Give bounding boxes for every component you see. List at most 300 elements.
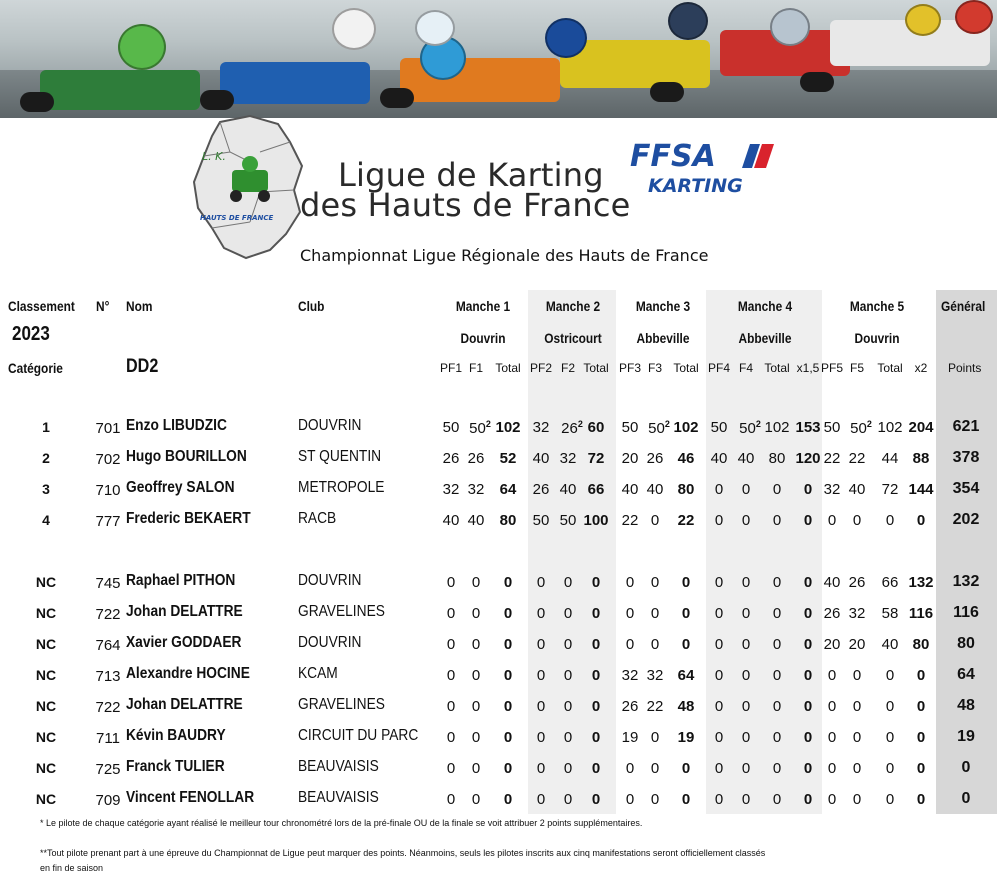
score-cell: 0 [885, 760, 895, 777]
score-cell: 40 [532, 450, 550, 467]
score-cell: 0 [563, 605, 573, 622]
score-cell: 32 [467, 481, 485, 498]
score-cell: 40 [621, 481, 639, 498]
driver-club: GRAVELINES [298, 603, 385, 620]
score-cell: 52 [499, 450, 517, 467]
score-cell: 0 [503, 574, 513, 591]
manche-venue: Abbeville [636, 330, 690, 346]
score-cell: 0 [536, 605, 546, 622]
score-cell: 0 [714, 791, 724, 808]
score-cell: 0 [681, 636, 691, 653]
score-cell: 120 [795, 450, 821, 467]
score-cell: 0 [714, 667, 724, 684]
score-cell: 0 [885, 512, 895, 529]
score-cell: 0 [625, 636, 635, 653]
score-cell: 0 [803, 481, 813, 498]
score-cell: 0 [503, 636, 513, 653]
score-cell: 0 [446, 791, 456, 808]
score-cell: 0 [591, 760, 601, 777]
score-cell: 32 [442, 481, 460, 498]
score-cell: 0 [503, 791, 513, 808]
hauts-de-france-map-icon [190, 112, 308, 262]
wheel [380, 88, 414, 108]
score-cell: 50 [823, 419, 841, 436]
driver-name: Kévin BAUDRY [126, 727, 226, 744]
score-cell: 0 [741, 729, 751, 746]
score-cell: 0 [446, 698, 456, 715]
score-cell: 32 [621, 667, 639, 684]
score-cell: 0 [625, 605, 635, 622]
helmet-white [332, 8, 376, 50]
score-cell: 0 [741, 698, 751, 715]
score-cell: 0 [650, 760, 660, 777]
score-cell: 0 [503, 605, 513, 622]
svg-text:HAUTS DE FRANCE: HAUTS DE FRANCE [200, 214, 274, 222]
score-cell: 0 [471, 791, 481, 808]
score-cell: 0 [916, 698, 926, 715]
year-label: 2023 [12, 323, 50, 345]
score-cell: 0 [625, 760, 635, 777]
score-cell: 80 [768, 450, 786, 467]
driver-club: DOUVRIN [298, 634, 362, 651]
score-cell: 26 [621, 698, 639, 715]
score-cell: 80 [677, 481, 695, 498]
driver-number: 713 [95, 668, 121, 685]
score-cell: 32 [848, 605, 866, 622]
score-cell: 40 [823, 574, 841, 591]
score-cell: 0 [446, 760, 456, 777]
score-cell: 0 [827, 760, 837, 777]
driver-club: CIRCUIT DU PARC [298, 727, 419, 744]
driver-name: Hugo BOURILLON [126, 448, 247, 465]
score-cell: 0 [503, 667, 513, 684]
footnote-1: * Le pilote de chaque catégorie ayant réalisé le meilleur tour chronométré lors de la pré-finale OU de la finale se voit attribuer 2 points supplémentaires. [40, 818, 643, 828]
score-cell: 100 [583, 512, 609, 529]
score-cell: 50 [532, 512, 550, 529]
score-cell: 0 [741, 636, 751, 653]
score-cell: 0 [471, 574, 481, 591]
best-lap-bonus-marker: 2 [577, 419, 583, 429]
best-lap-bonus-marker: 2 [866, 419, 872, 429]
manche-column-label: F4 [738, 361, 753, 375]
driver-club: RACB [298, 510, 337, 527]
championship-subtitle: Championnat Ligue Régionale des Hauts de France [300, 246, 709, 265]
score-cell: 58 [881, 605, 899, 622]
score-cell: 0 [625, 574, 635, 591]
rank-cell: NC [35, 760, 57, 776]
score-cell: 0 [741, 605, 751, 622]
score-cell: $50^2$ [850, 419, 872, 437]
total-points: 0 [961, 759, 971, 776]
score-cell: 0 [446, 729, 456, 746]
score-cell: 0 [741, 667, 751, 684]
score-cell: 102 [673, 419, 699, 436]
score-cell: 26 [532, 481, 550, 498]
score-cell: 26 [467, 450, 485, 467]
manche-column-label: F3 [647, 361, 662, 375]
score-cell: 32 [559, 450, 577, 467]
score-cell: $50^2$ [739, 419, 761, 437]
score-cell: 102 [495, 419, 521, 436]
score-cell: 0 [563, 760, 573, 777]
driver-number: 745 [95, 575, 121, 592]
best-lap-bonus-marker: 2 [664, 419, 670, 429]
score-cell: 40 [848, 481, 866, 498]
score-cell: 50 [442, 419, 460, 436]
score-cell: 0 [885, 667, 895, 684]
score-cell: 0 [852, 760, 862, 777]
score-cell: 0 [591, 729, 601, 746]
driver-name: Johan DELATTRE [126, 696, 243, 713]
total-points: 116 [953, 604, 979, 621]
ffsa-karting-logo [628, 140, 778, 196]
driver-club: ST QUENTIN [298, 448, 382, 465]
total-points: 621 [952, 418, 980, 435]
driver-number: 711 [96, 730, 120, 747]
score-cell: 0 [827, 729, 837, 746]
score-cell: 66 [587, 481, 605, 498]
score-cell: 0 [650, 605, 660, 622]
club-label: Club [298, 298, 325, 314]
driver-number: 702 [95, 451, 121, 468]
driver-club: DOUVRIN [298, 572, 362, 589]
score-cell: 22 [646, 698, 664, 715]
score-cell: 0 [591, 636, 601, 653]
score-cell: $50^2$ [469, 419, 491, 437]
score-cell: 0 [714, 481, 724, 498]
score-cell: 0 [803, 636, 813, 653]
manche-title: Manche 5 [849, 298, 905, 314]
rank-cell: 3 [42, 481, 50, 497]
score-cell: 0 [536, 791, 546, 808]
score-cell: 46 [677, 450, 695, 467]
score-cell: 102 [764, 419, 790, 436]
score-cell: 40 [559, 481, 577, 498]
score-cell: 0 [803, 512, 813, 529]
score-cell: 0 [803, 605, 813, 622]
score-cell: 0 [803, 760, 813, 777]
score-cell: 0 [852, 729, 862, 746]
manche-column-label: Total [764, 361, 790, 375]
score-cell: 0 [446, 667, 456, 684]
driver-number: 722 [95, 606, 121, 623]
classement-label: Classement [8, 298, 75, 314]
rank-cell: NC [35, 667, 57, 683]
score-cell: 0 [741, 791, 751, 808]
manche-title: Manche 3 [635, 298, 691, 314]
kart-blue [220, 62, 370, 104]
score-cell: 20 [621, 450, 639, 467]
manche-column-label: PF5 [820, 361, 843, 375]
score-cell: 26 [848, 574, 866, 591]
league-logo [190, 112, 790, 262]
manche-column-label: F5 [849, 361, 864, 375]
driver-name: Alexandre HOCINE [126, 665, 250, 682]
driver-name: Johan DELATTRE [126, 603, 243, 620]
score-cell: 50 [710, 419, 728, 436]
score-cell: 0 [827, 512, 837, 529]
rank-cell: 4 [42, 512, 50, 528]
score-cell: 40 [646, 481, 664, 498]
wheel [650, 82, 684, 102]
driver-number: 764 [95, 637, 121, 654]
driver-name: Raphael PITHON [126, 572, 236, 589]
score-cell: 0 [471, 729, 481, 746]
driver-club: DOUVRIN [298, 417, 362, 434]
score-cell: 19 [677, 729, 695, 746]
manche-column-label: PF3 [618, 361, 641, 375]
score-cell: 0 [563, 729, 573, 746]
helmet-dark [668, 2, 708, 40]
score-cell: 0 [741, 481, 751, 498]
svg-text:FFSA: FFSA [630, 140, 716, 174]
score-cell: 32 [532, 419, 550, 436]
footnotes [40, 816, 765, 876]
score-cell: 0 [772, 574, 782, 591]
score-cell: 0 [772, 512, 782, 529]
score-cell: 0 [681, 574, 691, 591]
score-cell: 64 [499, 481, 517, 498]
driver-club: BEAUVAISIS [298, 758, 379, 775]
manche-title: Manche 1 [455, 298, 511, 314]
score-cell: 20 [823, 636, 841, 653]
svg-text:KARTING: KARTING [648, 175, 743, 196]
score-cell: 20 [848, 636, 866, 653]
score-cell: 204 [908, 419, 934, 436]
categorie-label: Catégorie [8, 360, 63, 376]
score-cell: 0 [714, 729, 724, 746]
score-cell: 0 [714, 636, 724, 653]
score-cell: 0 [885, 698, 895, 715]
driver-name: Enzo LIBUDZIC [126, 417, 227, 434]
score-cell: 0 [772, 636, 782, 653]
score-cell: 0 [772, 605, 782, 622]
manche-column-label: x1,5 [796, 361, 820, 375]
score-cell: 0 [536, 760, 546, 777]
score-cell: 0 [803, 574, 813, 591]
score-cell: 0 [536, 667, 546, 684]
wheel [800, 72, 834, 92]
score-cell: 0 [852, 791, 862, 808]
score-cell: 40 [467, 512, 485, 529]
rank-cell: NC [35, 698, 57, 714]
league-title-line2: des Hauts de France [300, 186, 631, 224]
score-cell: 0 [650, 512, 660, 529]
wheel [20, 92, 54, 112]
total-points: 354 [952, 480, 980, 497]
score-cell: 0 [885, 791, 895, 808]
wheel [200, 90, 234, 110]
score-cell: 0 [714, 512, 724, 529]
driver-name: Vincent FENOLLAR [126, 789, 255, 806]
score-cell: 0 [741, 574, 751, 591]
score-cell: 0 [772, 481, 782, 498]
score-cell: 0 [503, 729, 513, 746]
total-points: 378 [952, 449, 980, 466]
manche-column-label: F2 [560, 361, 575, 375]
score-cell: 0 [916, 512, 926, 529]
manche-column-label: Total [583, 361, 609, 375]
score-cell: 0 [503, 760, 513, 777]
rank-cell: 1 [42, 419, 50, 435]
score-cell: 0 [714, 605, 724, 622]
score-cell: 0 [563, 791, 573, 808]
score-cell: 0 [681, 605, 691, 622]
score-cell: 0 [625, 791, 635, 808]
driver-club: KCAM [298, 665, 338, 682]
score-cell: 32 [646, 667, 664, 684]
score-cell: 80 [912, 636, 930, 653]
score-cell: 0 [916, 729, 926, 746]
score-cell: 40 [710, 450, 728, 467]
rank-cell: NC [35, 636, 57, 652]
score-cell: 88 [912, 450, 930, 467]
score-cell: 0 [471, 667, 481, 684]
driver-club: BEAUVAISIS [298, 789, 379, 806]
league-title [300, 156, 631, 224]
rank-cell: NC [35, 791, 57, 807]
score-cell: 22 [677, 512, 695, 529]
score-cell: 0 [714, 760, 724, 777]
manche-column-label: x2 [914, 361, 928, 375]
score-cell: 26 [823, 605, 841, 622]
score-cell: 102 [877, 419, 903, 436]
score-cell: 153 [795, 419, 821, 436]
manche-column-label: PF4 [707, 361, 730, 375]
rank-cell: NC [35, 605, 57, 621]
manche-column-label: PF1 [439, 361, 462, 375]
score-cell: 0 [885, 729, 895, 746]
no-label: N° [96, 298, 110, 314]
score-cell: 0 [536, 729, 546, 746]
score-cell: 0 [446, 636, 456, 653]
score-cell: 66 [881, 574, 899, 591]
score-cell: 0 [536, 636, 546, 653]
score-cell: 0 [772, 729, 782, 746]
score-cell: 19 [621, 729, 639, 746]
score-cell: 0 [591, 605, 601, 622]
score-cell: 0 [471, 636, 481, 653]
score-cell: $50^2$ [648, 419, 670, 437]
total-points: 19 [957, 728, 975, 745]
score-cell: 0 [741, 760, 751, 777]
score-cell: 0 [772, 667, 782, 684]
helmet-white-2 [415, 10, 455, 46]
score-cell: 22 [848, 450, 866, 467]
score-cell: 22 [621, 512, 639, 529]
total-points: 64 [957, 666, 975, 683]
score-cell: 0 [563, 667, 573, 684]
score-cell: 0 [803, 729, 813, 746]
score-cell: 0 [803, 791, 813, 808]
driver-number: 777 [95, 513, 121, 530]
score-cell: 0 [852, 698, 862, 715]
score-cell: 26 [646, 450, 664, 467]
score-cell: 0 [650, 729, 660, 746]
score-cell: 0 [563, 698, 573, 715]
driver-club: METROPOLE [298, 479, 385, 496]
driver-number: 710 [95, 482, 121, 499]
score-cell: 0 [591, 574, 601, 591]
total-points: 132 [952, 573, 980, 590]
score-cell: 0 [591, 698, 601, 715]
score-cell: 72 [881, 481, 899, 498]
score-cell: 0 [852, 667, 862, 684]
manche-venue: Douvrin [460, 330, 506, 346]
score-cell: 0 [563, 574, 573, 591]
score-cell: 0 [916, 667, 926, 684]
score-cell: 32 [823, 481, 841, 498]
score-cell: 0 [827, 698, 837, 715]
manche-column-label: F1 [468, 361, 483, 375]
rank-cell: NC [35, 574, 57, 590]
driver-number: 709 [95, 792, 121, 809]
helmet-yellow [905, 4, 941, 36]
score-cell: 0 [714, 574, 724, 591]
score-cell: 0 [591, 791, 601, 808]
score-cell: 0 [446, 574, 456, 591]
manche-venue: Douvrin [854, 330, 900, 346]
helmet-green [118, 24, 166, 70]
rank-cell: 2 [42, 450, 50, 466]
score-cell: 132 [908, 574, 934, 591]
score-cell: 72 [587, 450, 605, 467]
score-cell: 50 [621, 419, 639, 436]
score-cell: 0 [772, 791, 782, 808]
best-lap-bonus-marker: 2 [485, 419, 491, 429]
score-cell: 0 [650, 636, 660, 653]
score-cell: 0 [852, 512, 862, 529]
score-cell: 0 [916, 791, 926, 808]
score-cell: 0 [827, 667, 837, 684]
score-cell: 0 [471, 698, 481, 715]
footnote-2: **Tout pilote prenant part à une épreuve du Championnat de Ligue peut marquer des points. Néanmoins, seuls les pilotes inscrits aux cinq manifestations seront officiellement classés [40, 848, 766, 858]
rank-cell: NC [35, 729, 57, 745]
score-cell: 50 [559, 512, 577, 529]
driver-number: 722 [95, 699, 121, 716]
driver-name: Xavier GODDAER [126, 634, 242, 651]
score-cell: 0 [772, 760, 782, 777]
score-cell: 0 [591, 667, 601, 684]
manche-column-label: Total [495, 361, 521, 375]
points-label: Points [948, 361, 982, 375]
score-cell: 60 [587, 419, 605, 436]
manche-venue: Abbeville [738, 330, 792, 346]
general-label: Général [941, 298, 986, 314]
score-cell: 0 [563, 636, 573, 653]
total-points: 80 [957, 635, 975, 652]
svg-text:L. K.: L. K. [202, 150, 226, 163]
kart-green [40, 70, 200, 110]
manche-title: Manche 2 [545, 298, 601, 314]
driver-number: 725 [95, 761, 121, 778]
driver-name: Franck TULIER [126, 758, 225, 775]
footnote-3: en fin de saison [40, 863, 104, 873]
score-cell: 0 [827, 791, 837, 808]
score-cell: 26 [442, 450, 460, 467]
manche-venue: Ostricourt [544, 330, 602, 346]
score-cell: 0 [772, 698, 782, 715]
score-cell: 44 [881, 450, 899, 467]
total-points: 48 [957, 697, 975, 714]
score-cell: 0 [714, 698, 724, 715]
score-cell: 116 [908, 605, 934, 622]
driver-number: 701 [95, 420, 121, 437]
manche-column-label: Total [877, 361, 903, 375]
score-cell: 0 [471, 605, 481, 622]
nom-label: Nom [126, 298, 153, 314]
best-lap-bonus-marker: 2 [755, 419, 761, 429]
